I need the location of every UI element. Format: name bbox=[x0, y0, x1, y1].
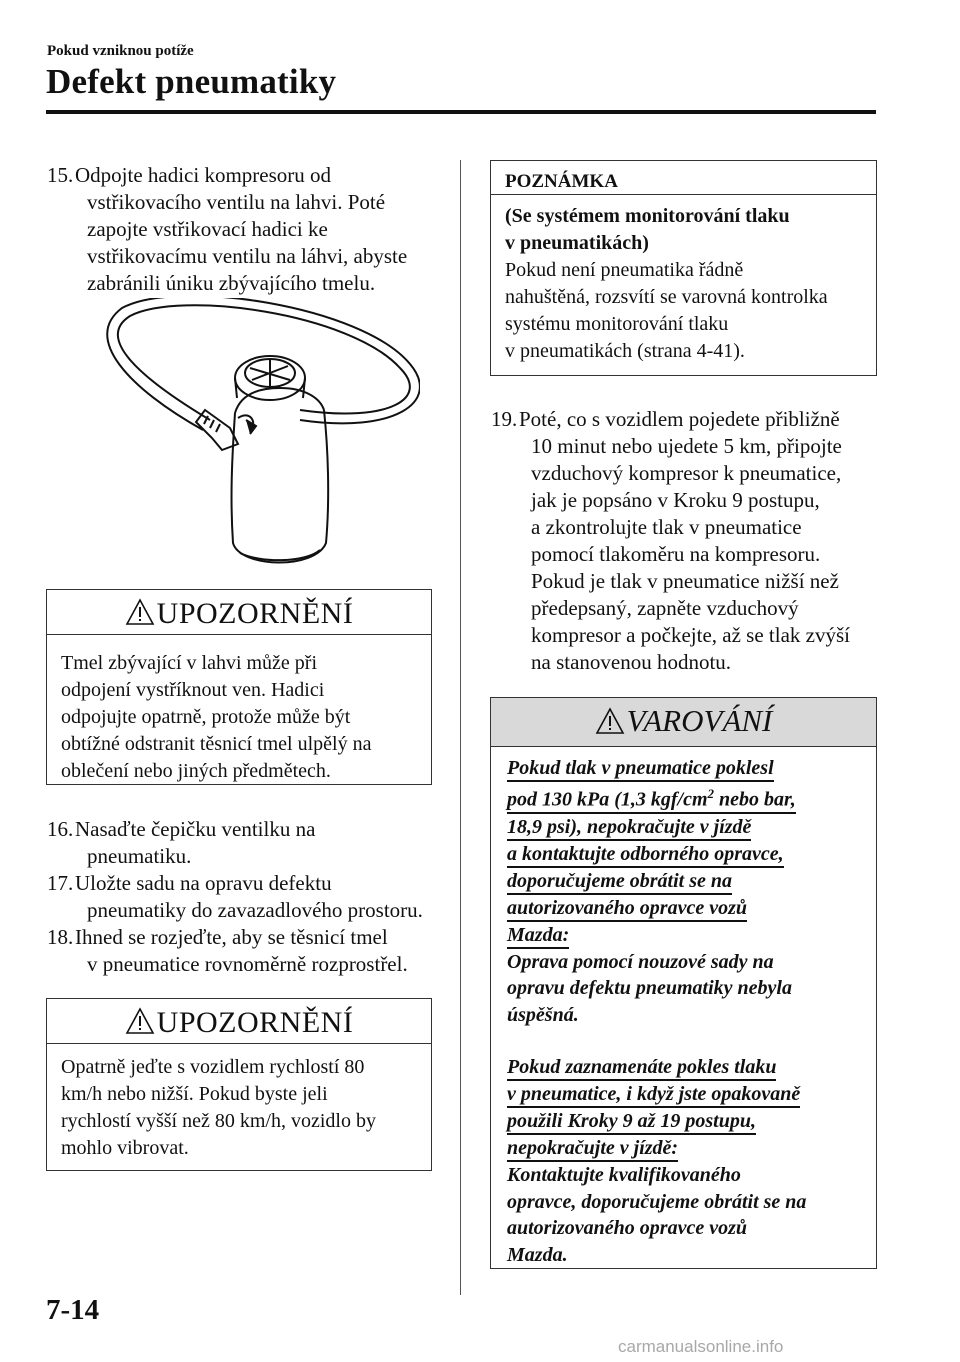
warning-line: nebo bar, bbox=[714, 788, 796, 811]
step-number: 19. bbox=[491, 407, 518, 431]
step-line: vstřikovacímu ventilu na láhvi, abyste bbox=[87, 244, 408, 268]
warning-line: pod 130 kPa (1,3 kgf/cm bbox=[507, 788, 708, 811]
warning-line: nepokračujte v jízdě: bbox=[507, 1136, 678, 1162]
step-line: pneumatiky do zavazadlového prostoru. bbox=[87, 898, 423, 922]
caution-line: oblečení nebo jiných předmětech. bbox=[61, 760, 331, 782]
warning-line: 18,9 psi), nepokračujte v jízdě bbox=[507, 815, 751, 841]
step-line: Ihned se rozjeďte, aby se těsnicí tmel bbox=[75, 925, 388, 949]
warning-line: Mazda. bbox=[507, 1243, 568, 1266]
caution-line: odpojení vystříknout ven. Hadici bbox=[61, 679, 325, 701]
warning-header bbox=[491, 698, 876, 747]
caution-line: mohlo vibrovat. bbox=[61, 1137, 189, 1159]
caution-line: rychlostí vyšší než 80 km/h, vozidlo by bbox=[61, 1110, 376, 1132]
title-rule bbox=[46, 110, 876, 114]
warning-line: Kontaktujte kvalifikovaného bbox=[507, 1164, 741, 1187]
warning-line: opravu defektu pneumatiky nebyla bbox=[507, 977, 792, 1000]
warning-triangle-icon bbox=[595, 707, 625, 735]
step-17 bbox=[47, 870, 447, 924]
caution-line: obtížné odstranit těsnicí tmel ulpělý na bbox=[61, 733, 372, 755]
warning-line: opravce, doporučujeme obrátit se na bbox=[507, 1190, 807, 1213]
caution-title: UPOZORNĚNÍ bbox=[156, 1006, 354, 1039]
warning-triangle-icon bbox=[125, 598, 155, 626]
warning-line: autorizovaného opravce vozů bbox=[507, 896, 747, 922]
warning-line: v pneumatice, i když jste opakovaně bbox=[507, 1082, 800, 1108]
caution-line: km/h nebo nižší. Pokud byste jeli bbox=[61, 1083, 328, 1105]
step-line: zabránili úniku zbývajícího tmelu. bbox=[87, 271, 376, 295]
caution-line: odpojujte opatrně, protože může být bbox=[61, 706, 351, 728]
step-line: na stanovenou hodnotu. bbox=[531, 650, 732, 674]
step-15 bbox=[47, 162, 447, 297]
note-line: systému monitorování tlaku bbox=[505, 313, 729, 335]
caution-header bbox=[47, 590, 431, 635]
warning-line: Pokud tlak v pneumatice poklesl bbox=[507, 756, 774, 782]
caution-line: Tmel zbývající v lahvi může při bbox=[61, 652, 318, 674]
warning-line: Mazda: bbox=[507, 923, 569, 949]
step-line: vstřikovacího ventilu na lahvi. Poté bbox=[87, 190, 386, 214]
step-16 bbox=[47, 816, 447, 870]
caution-box-1 bbox=[46, 589, 432, 785]
step-line: Odpojte hadici kompresoru od bbox=[75, 163, 332, 187]
warning-line: použili Kroky 9 až 19 postupu, bbox=[507, 1109, 756, 1135]
caution-title: UPOZORNĚNÍ bbox=[156, 597, 354, 630]
note-box bbox=[490, 160, 877, 376]
caution-line: Opatrně jeďte s vozidlem rychlostí 80 bbox=[61, 1056, 365, 1078]
caution-box-2 bbox=[46, 998, 432, 1171]
page-title: Defekt pneumatiky bbox=[46, 62, 337, 101]
step-line: kompresor a počkejte, až se tlak zvýší bbox=[531, 623, 850, 647]
superscript: 2 bbox=[707, 786, 715, 801]
warning-line: úspěšná. bbox=[507, 1003, 579, 1026]
warning-title: VAROVÁNÍ bbox=[626, 703, 773, 738]
step-line: v pneumatice rovnoměrně rozprostřel. bbox=[87, 952, 408, 976]
step-line: jak je popsáno v Kroku 9 postupu, bbox=[531, 488, 820, 512]
step-line: předepsaný, zapněte vzduchový bbox=[531, 596, 799, 620]
warning-triangle-icon bbox=[125, 1007, 155, 1035]
step-number: 18. bbox=[47, 925, 74, 949]
step-18 bbox=[47, 924, 447, 978]
step-line: Uložte sadu na opravu defektu bbox=[75, 871, 332, 895]
step-line: Pokud je tlak v pneumatice nižší než bbox=[531, 569, 839, 593]
note-line: Pokud není pneumatika řádně bbox=[505, 259, 744, 281]
sealant-bottle-illustration bbox=[100, 298, 420, 570]
warning-line: a kontaktujte odborného opravce, bbox=[507, 842, 784, 868]
step-line: pneumatiku. bbox=[87, 844, 192, 868]
step-number: 16. bbox=[47, 817, 74, 841]
step-line: a zkontrolujte tlak v pneumatice bbox=[531, 515, 802, 539]
warning-line: Oprava pomocí nouzové sady na bbox=[507, 950, 774, 973]
warning-line: Pokud zaznamenáte pokles tlaku bbox=[507, 1055, 776, 1081]
step-line: vzduchový kompresor k pneumatice, bbox=[531, 461, 842, 485]
step-line: 10 minut nebo ujedete 5 km, připojte bbox=[531, 434, 842, 458]
watermark: carmanualsonline.info bbox=[618, 1337, 784, 1356]
note-line: v pneumatikách (strana 4-41). bbox=[505, 340, 745, 362]
warning-box bbox=[490, 697, 877, 1269]
section-label: Pokud vzniknou potíže bbox=[47, 43, 194, 59]
caution-header bbox=[47, 999, 431, 1044]
column-divider bbox=[460, 160, 461, 1295]
step-line: Nasaďte čepičku ventilku na bbox=[75, 817, 316, 841]
step-19 bbox=[491, 406, 891, 676]
note-title: POZNÁMKA bbox=[491, 161, 876, 195]
warning-line: autorizovaného opravce vozů bbox=[507, 1217, 747, 1240]
step-line: zapojte vstřikovací hadici ke bbox=[87, 217, 328, 241]
step-line: Poté, co s vozidlem pojedete přibližně bbox=[519, 407, 840, 431]
note-line: nahuštěná, rozsvítí se varovná kontrolka bbox=[505, 286, 828, 308]
warning-line: doporučujeme obrátit se na bbox=[507, 869, 732, 895]
page-number: 7-14 bbox=[46, 1294, 100, 1326]
note-subtitle: v pneumatikách) bbox=[505, 232, 649, 254]
step-line: pomocí tlakoměru na kompresoru. bbox=[531, 542, 821, 566]
step-number: 15. bbox=[47, 163, 74, 187]
note-subtitle: (Se systémem monitorování tlaku bbox=[505, 205, 790, 227]
step-number: 17. bbox=[47, 871, 74, 895]
